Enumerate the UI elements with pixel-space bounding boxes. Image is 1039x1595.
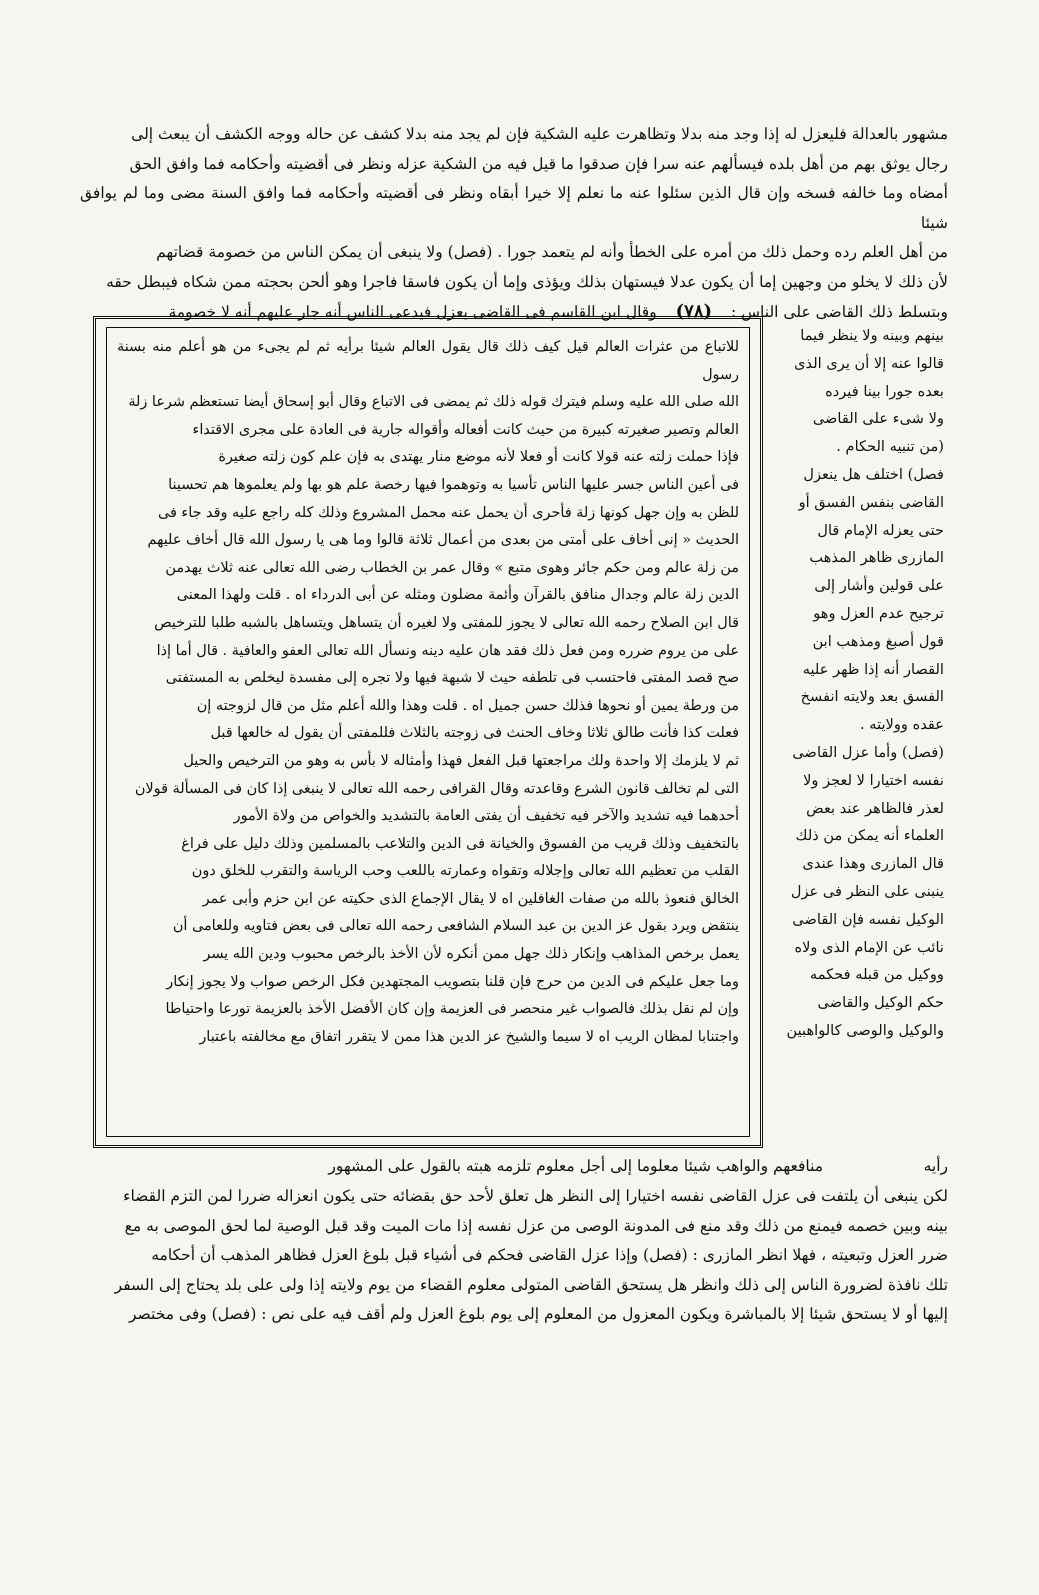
commentary-text bbox=[106, 327, 750, 1137]
commentary-line: الخالق فنعوذ بالله من صفات الغافلين اه لا يقال الإجماع الذى حكيته عن ابن حزم وأبى عمر bbox=[202, 890, 739, 907]
continuation-line bbox=[80, 1152, 948, 1182]
margin-line: ووكيل من قبله فحكمه bbox=[809, 966, 944, 984]
margin-line: نفسه اختيارا لا لعجز ولا bbox=[803, 771, 944, 789]
margin-line: ينبنى على النظر فى عزل bbox=[790, 882, 944, 900]
margin-line: (فصل) وأما عزل القاضى bbox=[792, 743, 944, 761]
commentary-line: قال ابن الصلاح رحمه الله تعالى لا يجوز للمفتى ولا لغيره أن يتساهل ويتساهل بالشبه طلبا للترخيص bbox=[154, 614, 739, 631]
commentary-line: أحدهما فيه تشديد والآخر فيه تخفيف أن يفتى العامة بالتشديد والخواص من ولاة الأمور bbox=[233, 808, 739, 825]
margin-line: القاضى بنفس الفسق أو bbox=[798, 493, 944, 511]
margin-line: قال المازرى وهذا عندى bbox=[802, 855, 944, 873]
commentary-line: يعمل برخص المذاهب وإنكار ذلك جهل ممن أنكره لأن الأخذ بالرخص محبوب ودين الله يسر bbox=[203, 946, 739, 963]
text-line: ضرر العزل وتبعيته ، فهلا انظر المازرى : (فصل) وإذا عزل القاضى فحكم فى أشياء قبل بلوغ العزل فظاهر المذهب أن أحكامه bbox=[151, 1246, 948, 1264]
commentary-line: صح قصد المفتى فاحتسب فى تلطفه حيث لا شبهة فيها ولا تجره إلى مفسدة ليخلص به المستفتى bbox=[165, 670, 739, 687]
commentary-line: الحديث « إنى أخاف على أمتى من بعدى من أعمال ثلاثة قالوا وما هى يا رسول الله قال أخاف عليهم bbox=[147, 532, 739, 549]
margin-line: العلماء أنه يمكن من ذلك bbox=[795, 827, 944, 845]
margin-line: الوكيل نفسه فإن القاضى bbox=[792, 910, 944, 928]
margin-line: والوكيل والوصى كالواهبين bbox=[786, 1021, 944, 1039]
margin-line: نائب عن الإمام الذى ولاه bbox=[794, 938, 944, 956]
page-number: (٧٨) bbox=[675, 301, 713, 322]
text-segment: وبتسلط ذلك القاضى على الناس : bbox=[730, 303, 948, 321]
commentary-line: التى لم تخالف قانون الشرع وقاعدته وقال القرافى رحمه الله تعالى لا ينبغى إذا كان فى المسألة قولان bbox=[134, 780, 739, 797]
commentary-line: فإذا حملت زلته عنه قولا كانت أو فعلا لأنه موضع منار يهتدى به فإن علم كون زلته صغيرة bbox=[218, 449, 739, 466]
bottom-text-block bbox=[80, 1182, 948, 1330]
margin-line: المازرى ظاهر المذهب bbox=[809, 549, 944, 567]
commentary-frame bbox=[93, 316, 763, 1148]
margin-line: الفسق بعد ولايته انفسخ bbox=[800, 688, 944, 706]
margin-line: بعده جورا بينا فيرده bbox=[825, 382, 944, 400]
commentary-line: على من يروم ضرره ومن فعل ذلك فقد هان عليه دينه ونسأل الله تعالى العفو والعافية . قال أما إذا bbox=[156, 642, 739, 659]
commentary-line: العالم وتصير صغيرته كبيرة من حيث كانت أفعاله وأقواله جارية فى العادة على مجرى الاقتداء bbox=[192, 421, 739, 438]
margin-line: على قولين وأشار إلى bbox=[814, 577, 944, 595]
margin-line: ولا شىء على القاضى bbox=[812, 410, 944, 428]
commentary-line: واجتنابا لمظان الريب اه لا سيما والشيخ عز الدين هذا ممن لا يتقرر اتفاق مع مخالفته باعتبار bbox=[199, 1028, 739, 1045]
margin-line: قول أصبغ ومذهب ابن bbox=[812, 632, 944, 650]
margin-continuation-text: منافعهم والواهب شيئا معلوما إلى أجل معلوم تلزمه هبته بالقول على المشهور bbox=[328, 1157, 824, 1175]
commentary-line: بالتخفيف وذلك قريب من الفسوق والخيانة فى الدين والتلاعب بالمسلمين وذلك دليل على فراغ bbox=[181, 835, 739, 852]
margin-line: قالوا عنه إلا أن يرى الذى bbox=[794, 354, 944, 372]
commentary-line: الله صلى الله عليه وسلم فيترك قوله ذلك ثم يمضى فى الاتباع وقال أبو إسحاق أيضا تستعظم شرعا زلة bbox=[128, 394, 739, 411]
text-line: لأن ذلك لا يخلو من وجهين إما أن يكون عدلا فيستهان بذلك ويؤذى وإما أن يكون فاسقا فاجرا وهو ألحن بحجته ممن شكاه فيبطل حقه bbox=[106, 272, 948, 291]
commentary-line: من زلة عالم ومن حكم جائر وهوى متبع » وقال عمر بن الخطاب رضى الله تعالى عنه ثلاث يهدمن bbox=[165, 559, 739, 576]
text-line: أمضاه وما خالفه فسخه وإن قال الذين سئلوا عنه ما نعلم إلا خيرا أبقاه ونظر فى أقضيته وأحكامه فما وافق السنة مضى وما لم يوافق شيئا bbox=[80, 184, 948, 232]
commentary-line: وإن لم نقل بذلك فالصواب غير منحصر فى العزيمة وإن كان الأفضل الأخذ بالعزيمة تورعا واحتياطا bbox=[165, 1001, 739, 1018]
commentary-line: فى أعين الناس جسر عليها الناس تأسيا به وتوهموا فيها رخصة علم هو بها ولم يعلموها هم تحسينا bbox=[168, 476, 739, 493]
margin-line: حكم الوكيل والقاضى bbox=[817, 994, 944, 1012]
text-line: إليها أو لا يستحق شيئا إلا بالمباشرة ويكون المعزول من المعلوم إلى يوم بلوغ العزل ولم أقف فيه على نص : (فصل) وفى مختصر bbox=[129, 1305, 948, 1323]
commentary-line: للظن به وإن جهل كونها زلة فأحرى أن يحمل عنه محمل المشروع وذلك كله راجع عليه وقد جاء فى bbox=[157, 504, 739, 521]
text-line: رجال يوثق بهم من أهل بلده فيسألهم عنه سرا فإن صدقوا ما قيل فيه من الشكية عزله ونظر فى أقضيته وأحكامه فما وافق الحق bbox=[129, 154, 948, 173]
text-line: تلك نافذة لضرورة الناس إلى ذلك وانظر هل يستحق القاضى المتولى معلوم القضاء من يوم ولايته إذا ولى على بلد يحتاج إلى السفر bbox=[114, 1275, 948, 1294]
commentary-line: ينتقض ويرد بقول عز الدين بن عبد السلام الشافعى رحمه الله تعالى فى بعض فتاويه وللعامى أن bbox=[172, 918, 739, 935]
margin-line: (من تنبيه الحكام . bbox=[836, 438, 944, 456]
margin-line: القصار أنه إذا ظهر عليه bbox=[802, 660, 944, 678]
frame-continuation-word: رأيه bbox=[923, 1157, 948, 1175]
top-text-block bbox=[80, 120, 948, 328]
commentary-line: ثم لا يلزمك إلا واحدة ولك مراجعتها قبل الفعل فهذا وأمثاله لا بأس به وهو من الترخيص والحيل bbox=[183, 752, 739, 769]
margin-line: عقده وولايته . bbox=[859, 716, 944, 734]
commentary-line: من ورطة يمين أو نحوها فذلك حسن جميل اه . قلت وهذا والله أعلم مثل من قال لزوجته إن bbox=[196, 697, 739, 714]
margin-line: فصل) اختلف هل ينعزل bbox=[803, 465, 944, 483]
text-segment: وقال ابن القاسم فى القاضى يعزل فيدعى الناس أنه جار عليهم أنه لا خصومة bbox=[168, 303, 657, 321]
commentary-line: الدين زلة عالم وجدال منافق بالقرآن وأئمة مضلون ومثله عن أبى الدرداء اه . قلت ولهذا المعنى bbox=[176, 587, 739, 604]
margin-line: لعذر فالظاهر عند بعض bbox=[806, 799, 944, 817]
commentary-line: فعلت كذا فأنت طالق ثلاثا وخاف الحنث فى زوجته بالثلاث فللمفتى أن يقول له خالعها قبل bbox=[210, 725, 739, 742]
margin-line: حتى يعزله الإمام قال bbox=[817, 521, 944, 539]
margin-line: بينهم وبينه ولا ينظر فيما bbox=[800, 327, 944, 344]
commentary-line: للاتباع من عثرات العالم قيل كيف ذلك قال يقول العالم شيئا برأيه ثم لم يجىء من هو أعلم منه بسنة رسول bbox=[117, 339, 739, 383]
text-line: بينه وبين خصمه فيمنع من ذلك وقد منع فى المدونة الوصى من عزل نفسه إذا مات الميت وقد قبل الوصية لما لحق الموصى به مع bbox=[124, 1216, 948, 1235]
commentary-line: القلب من تعظيم الله تعالى وإجلاله وتقواه وعمارته باللعب وحب الرياسة والتقرب للخلق دون bbox=[191, 863, 739, 880]
text-line: مشهور بالعدالة فليعزل له إذا وجد منه بدلا وتظاهرت عليه الشكية فإن لم يجد منه بدلا كشف عن حاله ووجه الكشف أن يبعث إلى bbox=[131, 125, 948, 143]
text-line: من أهل العلم رده وحمل ذلك من أمره على الخطأ وأنه لم يتعمد جورا . (فصل) ولا ينبغى أن يمكن الناس من خصومة قضاتهم bbox=[156, 243, 948, 261]
margin-line: ترجيح عدم العزل وهو bbox=[813, 604, 944, 622]
text-line: لكن ينبغى أن يلتفت فى عزل القاضى نفسه اختيارا إلى النظر هل تعلق لأحد حق بقضائه حتى يكون انعزاله ضررا لمن التزم القضاء bbox=[123, 1187, 948, 1205]
margin-column bbox=[774, 322, 944, 1152]
commentary-line: وما جعل عليكم فى الدين من حرج فإن قلنا بتصويب المجتهدين فكل الرخص صواب ولا يجوز إنكار bbox=[166, 973, 739, 990]
